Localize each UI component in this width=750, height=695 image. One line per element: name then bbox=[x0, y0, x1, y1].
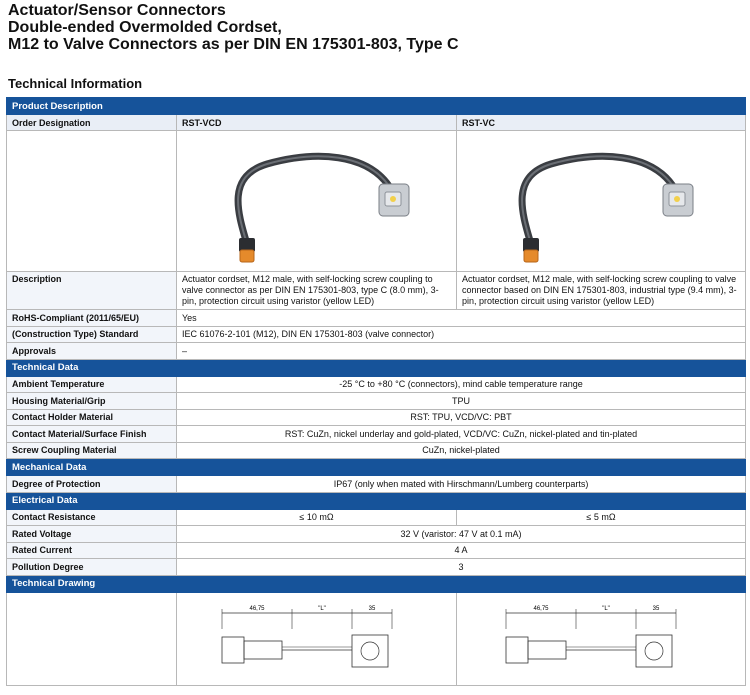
row-description bbox=[7, 272, 746, 310]
section-row-product-description bbox=[7, 98, 746, 115]
row-approvals bbox=[7, 343, 746, 360]
section-label: Technical Data bbox=[7, 359, 746, 376]
row-screw-coupling bbox=[7, 442, 746, 459]
row-value: RST: CuZn, nickel underlay and gold-plated, VCD/VC: CuZn, nickel-plated and tin-plated bbox=[177, 426, 746, 443]
row-value: IP67 (only when mated with Hirschmann/Lumberg counterparts) bbox=[177, 476, 746, 493]
row-contact-resistance bbox=[7, 509, 746, 526]
row-label: Degree of Protection bbox=[7, 476, 177, 493]
title-line-1: Actuator/Sensor Connectors bbox=[8, 2, 226, 19]
row-value: CuZn, nickel-plated bbox=[177, 442, 746, 459]
section-heading: Technical Information bbox=[8, 76, 143, 91]
dimension-label: "L" bbox=[317, 605, 326, 612]
document-title bbox=[8, 2, 748, 53]
row-value: 4 A bbox=[177, 542, 746, 559]
title-line-2: Double-ended Overmolded Cordset, bbox=[8, 19, 282, 36]
dimension-label: 35 bbox=[368, 605, 375, 612]
cordset-photo bbox=[207, 136, 427, 266]
row-drawings bbox=[7, 592, 746, 685]
drawing-cell-1 bbox=[177, 592, 457, 685]
row-pollution-degree bbox=[7, 559, 746, 576]
row-order-designation bbox=[7, 115, 746, 131]
row-label: Order Designation bbox=[7, 115, 177, 131]
row-construction bbox=[7, 326, 746, 343]
row-value-col2: ≤ 5 mΩ bbox=[457, 509, 746, 526]
row-value: -25 °C to +80 °C (connectors), mind cable temperature range bbox=[177, 376, 746, 393]
cordset-photo bbox=[491, 136, 711, 266]
row-label: Contact Material/Surface Finish bbox=[7, 426, 177, 443]
row-value: TPU bbox=[177, 393, 746, 410]
title-line-3: M12 to Valve Connectors as per DIN EN 175301-803, Type C bbox=[8, 36, 459, 53]
row-label: Contact Holder Material bbox=[7, 409, 177, 426]
section-row-electrical-data bbox=[7, 492, 746, 509]
row-housing bbox=[7, 393, 746, 410]
row-label: (Construction Type) Standard bbox=[7, 326, 177, 343]
spec-table bbox=[6, 97, 746, 686]
row-value: 32 V (varistor: 47 V at 0.1 mA) bbox=[177, 526, 746, 543]
dimension-label: 46,75 bbox=[533, 605, 549, 612]
row-product-images bbox=[7, 131, 746, 272]
row-value: IEC 61076-2-101 (M12), DIN EN 175301-803 (valve connector) bbox=[177, 326, 746, 343]
row-protection bbox=[7, 476, 746, 493]
row-label: RoHS-Compliant (2011/65/EU) bbox=[7, 310, 177, 327]
technical-drawing-1 bbox=[192, 599, 442, 679]
row-value-col1: ≤ 10 mΩ bbox=[177, 509, 457, 526]
row-ambient-temperature bbox=[7, 376, 746, 393]
row-rated-voltage bbox=[7, 526, 746, 543]
row-label: Screw Coupling Material bbox=[7, 442, 177, 459]
col1-header: RST-VCD bbox=[177, 115, 457, 131]
section-label: Product Description bbox=[7, 98, 746, 115]
row-label: Description bbox=[7, 272, 177, 310]
dimension-label: 35 bbox=[652, 605, 660, 612]
row-contact-material bbox=[7, 426, 746, 443]
row-rated-current bbox=[7, 542, 746, 559]
section-row-technical-data bbox=[7, 359, 746, 376]
description-col2: Actuator cordset, M12 male, with self-locking screw coupling to valve connector based on DIN EN 175301-803, industrial type (9.4 mm), 3-pin, protection circuit using varistor (yellow LED) bbox=[457, 272, 746, 310]
product-image-cell-2 bbox=[457, 131, 746, 272]
section-row-technical-drawing bbox=[7, 575, 746, 592]
dimension-label: "L" bbox=[602, 605, 610, 612]
dimension-label: 46,75 bbox=[248, 605, 265, 612]
row-value: – bbox=[177, 343, 746, 360]
row-value: RST: TPU, VCD/VC: PBT bbox=[177, 409, 746, 426]
row-label: Rated Current bbox=[7, 542, 177, 559]
col2-header: RST-VC bbox=[457, 115, 746, 131]
section-label: Mechanical Data bbox=[7, 459, 746, 476]
row-contact-holder bbox=[7, 409, 746, 426]
empty-cell bbox=[7, 592, 177, 685]
row-value: Yes bbox=[177, 310, 746, 327]
row-label: Ambient Temperature bbox=[7, 376, 177, 393]
row-value: 3 bbox=[177, 559, 746, 576]
drawing-cell-2 bbox=[457, 592, 746, 685]
section-label: Electrical Data bbox=[7, 492, 746, 509]
row-label: Approvals bbox=[7, 343, 177, 360]
section-row-mechanical-data bbox=[7, 459, 746, 476]
section-label: Technical Drawing bbox=[7, 575, 746, 592]
row-label: Rated Voltage bbox=[7, 526, 177, 543]
product-image-cell-1 bbox=[177, 131, 457, 272]
empty-cell bbox=[7, 131, 177, 272]
row-label: Pollution Degree bbox=[7, 559, 177, 576]
technical-drawing-2 bbox=[476, 599, 726, 679]
row-rohs bbox=[7, 310, 746, 327]
row-label: Contact Resistance bbox=[7, 509, 177, 526]
description-col1: Actuator cordset, M12 male, with self-locking screw coupling to valve connector as per DIN EN 175301-803, type C (8.0 mm), 3-pin, protection circuit using varistor (yellow LED) bbox=[177, 272, 457, 310]
row-label: Housing Material/Grip bbox=[7, 393, 177, 410]
